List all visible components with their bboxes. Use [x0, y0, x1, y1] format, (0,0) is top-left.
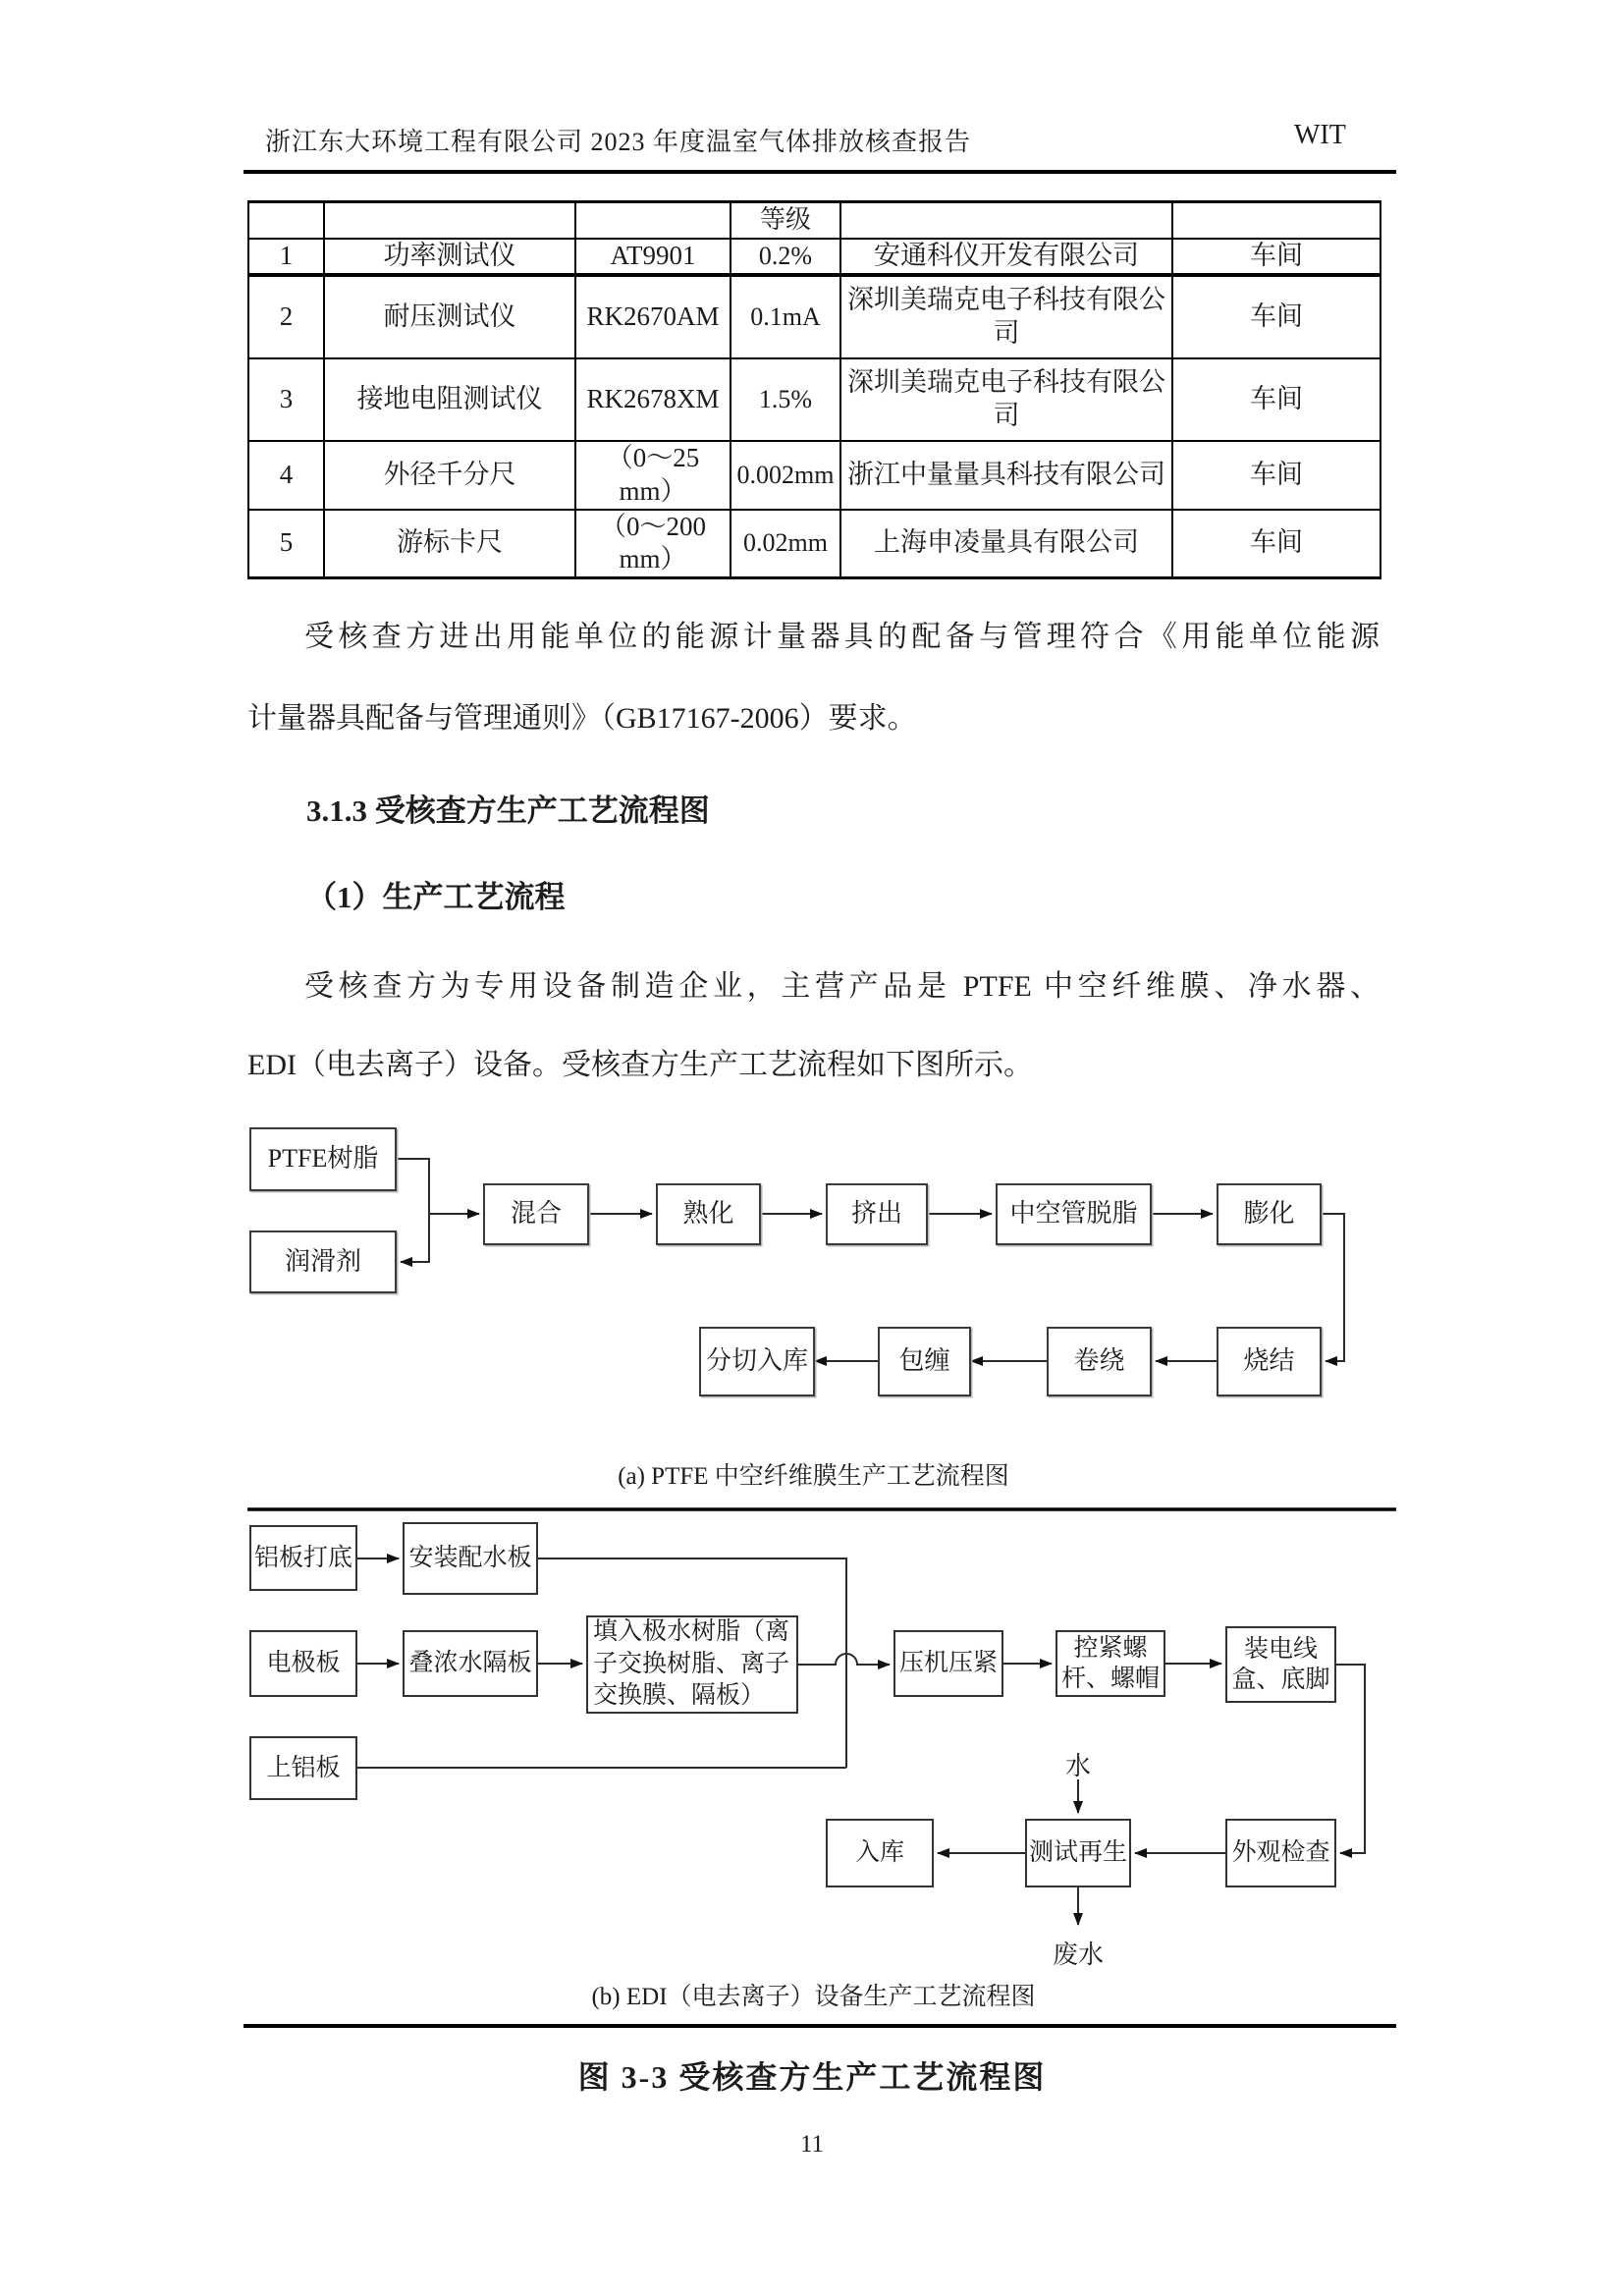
cell-name: 游标卡尺: [324, 510, 575, 578]
caption-flowchart-b: (b) EDI（电去离子）设备生产工艺流程图: [591, 1984, 1036, 2010]
node-resin-fill: 填入极水树脂（离子交换树脂、离子交换膜、隔板）: [586, 1615, 798, 1714]
header-cell-no: [248, 202, 324, 240]
node-sintering: 烧结: [1217, 1327, 1322, 1396]
header-cell-name: [324, 202, 575, 240]
cell-no: 3: [248, 358, 324, 441]
cell-vendor: 浙江中量量具科技有限公司: [840, 441, 1172, 510]
header-cell-vendor: [840, 202, 1172, 240]
node-visual-inspection: 外观检查: [1225, 1819, 1336, 1887]
table-row: [248, 239, 1380, 275]
cell-vendor: 上海申凌量具有限公司: [840, 510, 1172, 578]
node-wrapping: 包缠: [878, 1327, 971, 1396]
paragraph-line: 受核查方进出用能单位的能源计量器具的配备与管理符合《用能单位能源: [304, 621, 1380, 653]
node-aluminum-base: 铝板打底: [249, 1525, 357, 1591]
page-header-org: WIT: [1294, 120, 1346, 150]
cell-location: 车间: [1172, 275, 1380, 358]
cell-accuracy: 1.5%: [731, 358, 840, 441]
node-concentrate-spacer: 叠浓水隔板: [403, 1630, 538, 1697]
cell-no: 5: [248, 510, 324, 578]
cell-location: 车间: [1172, 358, 1380, 441]
cell-no: 4: [248, 441, 324, 510]
node-water-distribution-plate: 安装配水板: [403, 1522, 538, 1595]
cell-accuracy: 0.1mA: [731, 275, 840, 358]
node-top-aluminum-plate: 上铝板: [249, 1736, 357, 1800]
node-degreasing: 中空管脱脂: [996, 1183, 1152, 1245]
table-row: [248, 358, 1380, 441]
paragraph-metering: [247, 596, 1380, 759]
header-cell-grade: 等级: [731, 202, 840, 240]
caption-flowchart-a: (a) PTFE 中空纤维膜生产工艺流程图: [618, 1463, 1009, 1490]
cell-name: 接地电阻测试仪: [324, 358, 575, 441]
cell-name: 功率测试仪: [324, 239, 575, 275]
label-water: 水: [1064, 1752, 1091, 1780]
cell-location: 车间: [1172, 441, 1380, 510]
cell-accuracy: 0.02mm: [731, 510, 840, 578]
cell-name: 耐压测试仪: [324, 275, 575, 358]
node-tighten-bolts: 控紧螺杆、螺帽: [1056, 1630, 1165, 1697]
subsection-heading-1: （1）生产工艺流程: [306, 880, 566, 914]
cell-model: （0～200 mm）: [575, 510, 731, 578]
node-test-regeneration: 测试再生: [1025, 1819, 1131, 1887]
header-rule: [244, 170, 1396, 174]
cell-model: RK2678XM: [575, 358, 731, 441]
node-winding: 卷绕: [1047, 1327, 1152, 1396]
paragraph-line: EDI（电去离子）设备。受核查方生产工艺流程如下图所示。: [247, 1049, 1033, 1081]
header-cell-model: [575, 202, 731, 240]
label-wastewater: 废水: [1052, 1941, 1104, 1969]
flowchart-ptfe: [247, 1120, 1380, 1414]
node-press: 压机压紧: [893, 1630, 1003, 1697]
paragraph-products: [247, 948, 1380, 1105]
cell-name: 外径千分尺: [324, 441, 575, 510]
cell-accuracy: 0.002mm: [731, 441, 840, 510]
cell-location: 车间: [1172, 510, 1380, 578]
table-header-row: [248, 202, 1380, 240]
cell-vendor: 安通科仪开发有限公司: [840, 239, 1172, 275]
header-cell-location: [1172, 202, 1380, 240]
cell-vendor: 深圳美瑞克电子科技有限公司: [840, 358, 1172, 441]
node-slitting-storage: 分切入库: [699, 1327, 815, 1396]
figure-title: 图 3-3 受核查方生产工艺流程图: [577, 2059, 1047, 2095]
node-wire-box-feet: 装电线盒、底脚: [1225, 1626, 1336, 1703]
cell-model: （0～25 mm）: [575, 441, 731, 510]
cell-model: AT9901: [575, 239, 731, 275]
cell-accuracy: 0.2%: [731, 239, 840, 275]
page-header-title: 浙江东大环境工程有限公司 2023 年度温室气体排放核查报告: [265, 128, 972, 156]
node-ptfe-resin: PTFE树脂: [249, 1127, 397, 1191]
paragraph-line: 受核查方为专用设备制造企业，主营产品是 PTFE 中空纤维膜、净水器、: [304, 970, 1380, 1003]
node-mixing: 混合: [483, 1183, 589, 1245]
cell-location: 车间: [1172, 239, 1380, 275]
cell-model: RK2670AM: [575, 275, 731, 358]
cell-no: 2: [248, 275, 324, 358]
table-row: [248, 275, 1380, 358]
page-number: 11: [799, 2131, 825, 2158]
node-curing: 熟化: [656, 1183, 761, 1245]
section-heading-3-1-3: 3.1.3 受核查方生产工艺流程图: [306, 793, 710, 828]
paragraph-line: 计量器具配备与管理通则》（GB17167-2006）要求。: [247, 702, 917, 735]
instrument-table: [247, 200, 1381, 579]
node-extrusion: 挤出: [826, 1183, 928, 1245]
node-warehouse: 入库: [826, 1819, 934, 1887]
table-row: [248, 441, 1380, 510]
node-lubricant: 润滑剂: [249, 1230, 397, 1293]
figure-rule: [244, 2024, 1396, 2028]
cell-no: 1: [248, 239, 324, 275]
table-row: [248, 510, 1380, 578]
node-electrode-plate: 电极板: [249, 1630, 357, 1697]
flowchart-edi: [247, 1503, 1396, 1976]
node-expansion: 膨化: [1217, 1183, 1322, 1245]
cell-vendor: 深圳美瑞克电子科技有限公司: [840, 275, 1172, 358]
